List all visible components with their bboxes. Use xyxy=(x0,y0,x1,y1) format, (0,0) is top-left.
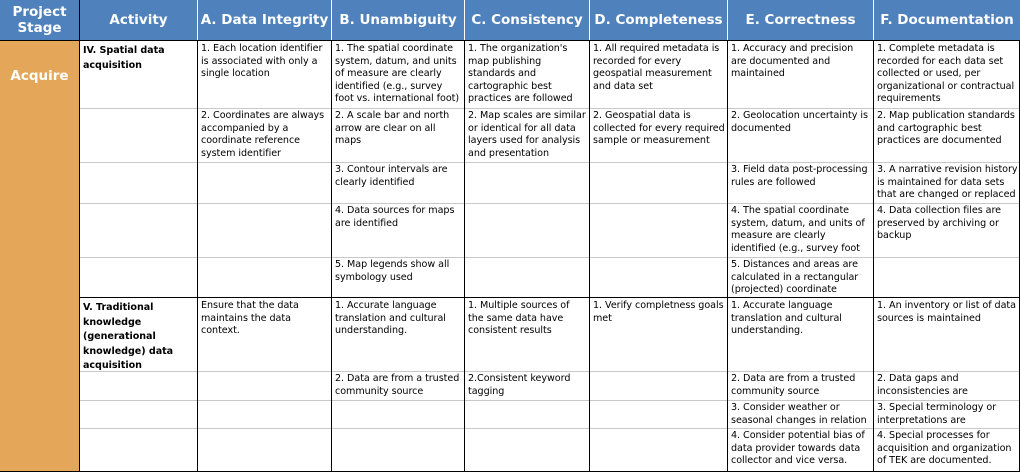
cell-unambiguity: 4. Data sources for maps are identified xyxy=(335,205,455,229)
activity-traditional-knowledge: V. Traditional knowledge (generational knowledge) data acquisition xyxy=(83,302,174,371)
cell-unambiguity: 5. Map legends show all symbology used xyxy=(335,259,450,283)
cell-correctness: 1. Accurate language translation and cultural understanding. xyxy=(731,300,842,337)
cell-completeness: 1. Verify completness goals met xyxy=(593,300,724,324)
cell-correctness: 1. Accuracy and precision are documented and maintained xyxy=(731,43,854,80)
stage-label: Acquire xyxy=(10,68,69,84)
cell-correctness: 2. Geolocation uncertainty is documented xyxy=(731,110,868,134)
cell-documentation: 4. Data collection files are preserved by archiving or backup xyxy=(877,205,1002,242)
cell-documentation: 4. Special processes for acquisition and organization of TEK are documented. xyxy=(877,430,1012,467)
cell-documentation: 3. A narrative revision history is maintained for data sets that are changed or replaced xyxy=(877,164,1018,201)
cell-documentation: 2. Map publication standards and cartographic best practices are documented xyxy=(877,110,1015,147)
cell-correctness: 4. The spatial coordinate system, datum, and units of measure are clearly identified (e.g., survey foot xyxy=(731,205,865,254)
cell-unambiguity: 3. Contour intervals are clearly identified xyxy=(335,164,448,188)
header-activity: Activity xyxy=(80,0,197,40)
cell-correctness: 2. Data are from a trusted community source xyxy=(731,373,856,397)
header-project-stage: Project Stage xyxy=(0,0,79,40)
cell-integrity: Ensure that the data maintains the data context. xyxy=(201,300,299,337)
header-correctness: E. Correctness xyxy=(728,0,873,40)
cell-documentation: 2. Data gaps and inconsistencies are xyxy=(877,373,968,397)
cell-correctness: 3. Consider weather or seasonal changes in relation xyxy=(731,402,867,426)
cell-consistency: 1. The organization's map publishing standards and cartographic best practices are followed xyxy=(468,43,573,105)
cell-correctness: 5. Distances and areas are calculated in a rectangular (projected) coordinate xyxy=(731,259,859,296)
header-documentation: F. Documentation xyxy=(874,0,1020,40)
cell-correctness: 4. Consider potential bias of data provider towards data collector and vice versa. xyxy=(731,430,865,467)
cell-integrity: 2. Coordinates are always accompanied by a coordinate reference system identifier xyxy=(201,110,325,159)
cell-correctness: 3. Field data post-processing rules are followed xyxy=(731,164,868,188)
header-completeness: D. Completeness xyxy=(590,0,727,40)
cell-completeness: 2. Geospatial data is collected for every required sample or measurement xyxy=(593,110,725,147)
header-unambiguity: B. Unambiguity xyxy=(332,0,464,40)
cell-documentation: 3. Special terminology or interpretations are xyxy=(877,402,997,426)
header-consistency: C. Consistency xyxy=(465,0,589,40)
cell-unambiguity: 1. Accurate language translation and cultural understanding. xyxy=(335,300,446,337)
activity-spatial-data: IV. Spatial data acquisition xyxy=(83,45,165,71)
cell-consistency: 1. Multiple sources of the same data have consistent results xyxy=(468,300,570,337)
cell-unambiguity: 2. Data are from a trusted community source xyxy=(335,373,460,397)
cell-consistency: 2. Map scales are similar or identical for all data layers used for analysis and presentation xyxy=(468,110,586,159)
cell-unambiguity: 2. A scale bar and north arrow are clear on all maps xyxy=(335,110,450,147)
cell-unambiguity: 1. The spatial coordinate system, datum, and units of measure are clearly identified (e.g., survey foot vs. international foot) xyxy=(335,43,460,105)
cell-documentation: 1. Complete metadata is recorded for each data set collected or used, per organizational or contractual requirements xyxy=(877,43,1015,105)
cell-completeness: 1. All required metadata is recorded for every geospatial measurement and data set xyxy=(593,43,720,92)
stage-cell xyxy=(0,40,79,471)
header-data-integrity: A. Data Integrity xyxy=(198,0,331,40)
cell-integrity: 1. Each location identifier is associated with only a single location xyxy=(201,43,323,80)
cell-consistency: 2.Consistent keyword tagging xyxy=(468,373,571,397)
cell-documentation: 1. An inventory or list of data sources is maintained xyxy=(877,300,1016,324)
